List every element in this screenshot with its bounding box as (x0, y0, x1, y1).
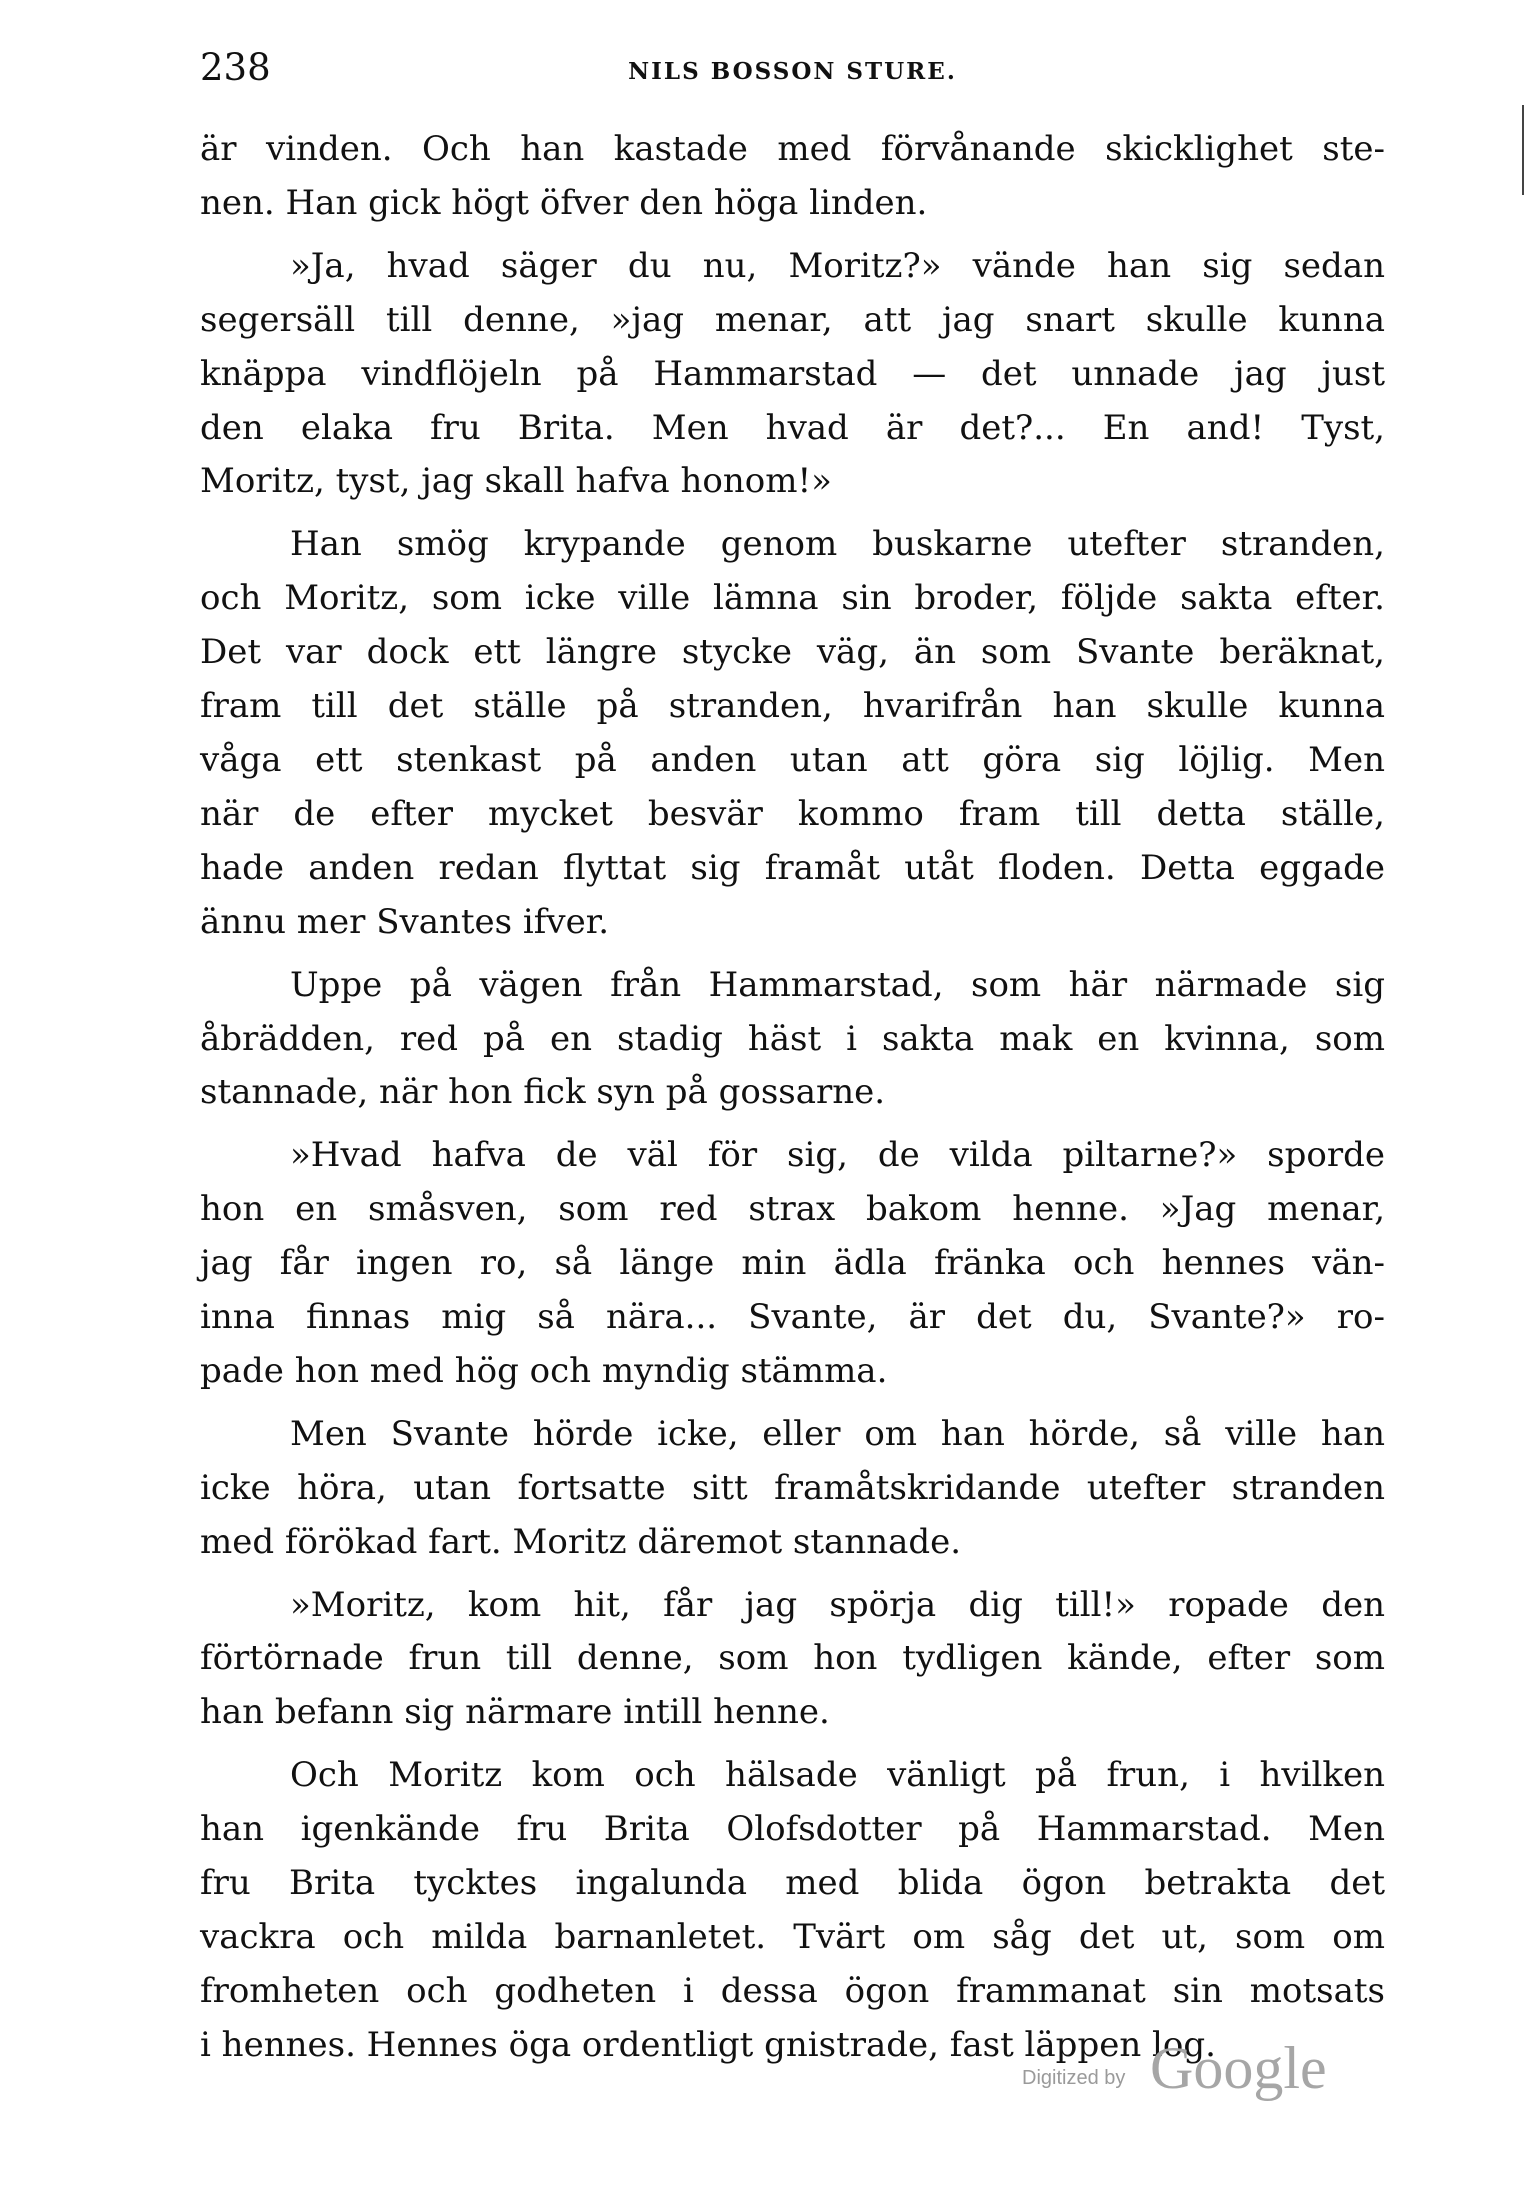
text-line: Det var dock ett längre stycke väg, än som Svante beräknat, (200, 632, 1385, 673)
watermark-logo: Google (1150, 2035, 1327, 2101)
text-line: pade hon med hög och myndig stämma. (200, 1350, 888, 1391)
text-line: den elaka fru Brita. Men hvad är det?... En and! Tyst, (200, 407, 1385, 448)
paragraph (200, 518, 1385, 949)
text-line: åbrädden, red på en stadig häst i sakta mak en kvinna, som (200, 1018, 1385, 1059)
margin-rule (1522, 105, 1524, 195)
text-line: är vinden. Och han kastade med förvånande skicklighet ste- (200, 129, 1385, 169)
page-header (200, 38, 1385, 98)
text-line: ännu mer Svantes ifver. (200, 901, 610, 942)
paragraph (200, 1579, 1385, 1741)
text-line: »Hvad hafva de väl för sig, de vilda piltarne?» sporde (290, 1135, 1385, 1176)
text-line: Men Svante hörde icke, eller om han hörde, så ville han (290, 1413, 1385, 1454)
text-line: fram till det ställe på stranden, hvarifrån han skulle kunna (200, 686, 1385, 727)
text-line: förtörnade frun till denne, som hon tydligen kände, efter som (200, 1638, 1385, 1679)
text-line: i hennes. Hennes öga ordentligt gnistrade, fast läppen log. (200, 2024, 1216, 2065)
text-line: fromheten och godheten i dessa ögon frammanat sin motsats (200, 1970, 1385, 2011)
watermark-prefix: Digitized by (1022, 2067, 1126, 2089)
text-line: »Ja, hvad säger du nu, Moritz?» vände han sig sedan (290, 245, 1385, 286)
text-line: fru Brita tycktes ingalunda med blida ögon betrakta det (200, 1863, 1385, 1904)
body-text (200, 123, 1385, 2073)
text-line: Han smög krypande genom buskarne utefter stranden, (290, 524, 1385, 565)
text-line: knäppa vindflöjeln på Hammarstad — det unnade jag just (200, 353, 1385, 394)
text-line: »Moritz, kom hit, får jag spörja dig till!» ropade den (290, 1584, 1385, 1625)
text-line: nen. Han gick högt öfver den höga linden. (200, 182, 928, 223)
text-line: och Moritz, som icke ville lämna sin broder, följde sakta efter. (200, 578, 1385, 619)
running-head: NILS BOSSON STURE. (628, 58, 957, 85)
text-line: segersäll till denne, »jag menar, att jag snart skulle kunna (200, 299, 1385, 340)
paragraph (200, 1408, 1385, 1570)
text-line: när de efter mycket besvär kommo fram till detta ställe, (200, 793, 1385, 834)
text-line: han igenkände fru Brita Olofsdotter på Hammarstad. Men (200, 1809, 1385, 1850)
text-line: hon en småsven, som red strax bakom henne. »Jag menar, (200, 1189, 1385, 1230)
page-number: 238 (200, 46, 271, 89)
text-line: jag får ingen ro, så länge min ädla fränka och hennes vän- (200, 1243, 1385, 1284)
text-line: Och Moritz kom och hälsade vänligt på frun, i hvilken (290, 1755, 1385, 1796)
text-line: han befann sig närmare intill henne. (200, 1692, 830, 1733)
text-line: vackra och milda barnanletet. Tvärt om såg det ut, som om (200, 1917, 1385, 1957)
text-line: stannade, när hon fick syn på gossarne. (200, 1072, 886, 1113)
digitized-watermark (1022, 2033, 1342, 2103)
text-line: Uppe på vägen från Hammarstad, som här närmade sig (290, 964, 1385, 1005)
text-line: Moritz, tyst, jag skall hafva honom!» (200, 461, 832, 502)
text-line: hade anden redan flyttat sig framåt utåt floden. Detta eggade (200, 847, 1385, 888)
paragraph (200, 1129, 1385, 1399)
paragraph (200, 959, 1385, 1121)
paragraph (200, 240, 1385, 510)
text-line: med förökad fart. Moritz däremot stannade. (200, 1521, 962, 1562)
text-line: inna finnas mig så nära... Svante, är det du, Svante?» ro- (200, 1297, 1385, 1338)
text-line: våga ett stenkast på anden utan att göra sig löjlig. Men (200, 739, 1385, 780)
paragraph (200, 1749, 1385, 2072)
paragraph (200, 123, 1385, 231)
text-line: icke höra, utan fortsatte sitt framåtskridande utefter stranden (200, 1467, 1385, 1508)
